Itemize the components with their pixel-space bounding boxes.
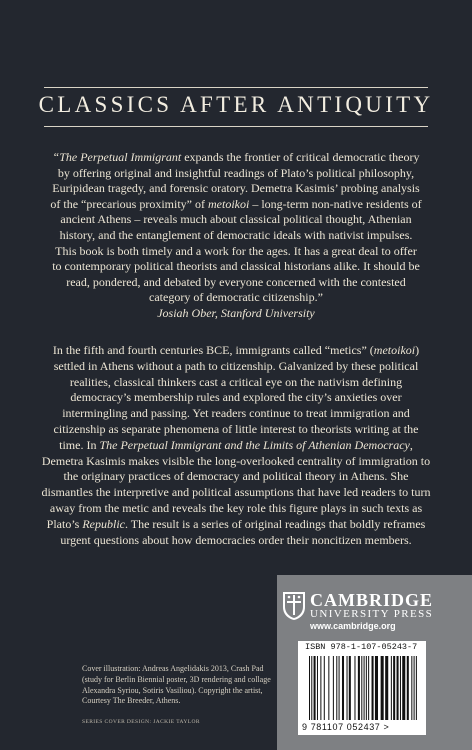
barcode-bar (414, 656, 415, 720)
isbn-label: ISBN 978-1-107-05243-7 (305, 642, 418, 652)
barcode-bar (339, 656, 340, 720)
series-rule-bottom (44, 126, 428, 127)
barcode-bar (366, 656, 367, 720)
book-description (40, 343, 432, 548)
quote-text-2: – long-term non-native residents of ancient Athens – reveals much about classical political thought, Athenian history, and the entanglement of democratic ideals with nativist impulses. This book is both timely and a work for the ages. It has a great deal to offer to contemporary political theorists and classical historians alike. It should be read, pondered, and debated by everyone concerned with the contested category of democratic citizenship.” (52, 196, 422, 305)
publisher-press: UNIVERSITY PRESS (310, 608, 434, 620)
barcode-bar (372, 656, 374, 720)
barcode-bar (317, 656, 318, 720)
quote-attribution: Josiah Ober, Stanford University (157, 305, 315, 320)
barcode-bar (364, 656, 365, 720)
publisher-url: www.cambridge.org (310, 621, 396, 631)
barcode-bar (311, 656, 312, 720)
barcode-bar (336, 656, 337, 720)
barcode-bar (385, 656, 388, 720)
barcode-bar (381, 656, 384, 720)
quote-text-1: expands the frontier of critical democratic theory by offering original and insightful readings of Plato’s political philosophy, Euripidean tragedy, and forensic oratory. Demetra Kasimis’ probing analysis of the “precarious proximity” of (50, 150, 420, 211)
barcode-bar (416, 656, 417, 720)
barcode-bar (349, 656, 351, 720)
barcode-bar (400, 656, 401, 720)
barcode-bar (324, 656, 325, 720)
description-republic: Republic (82, 516, 125, 531)
barcode-bar (354, 656, 355, 720)
barcode-icon (309, 656, 417, 720)
barcode-bar (361, 656, 362, 720)
series-title: CLASSICS AFTER ANTIQUITY (38, 92, 434, 117)
barcode-bar (391, 656, 392, 720)
barcode-bar (328, 656, 329, 720)
barcode-bar (397, 656, 399, 720)
quote-term: metoikoi (208, 196, 250, 211)
quote-book-title: “The Perpetual Immigrant (52, 150, 182, 164)
barcode-bar (411, 656, 412, 720)
barcode-bar (402, 656, 405, 720)
barcode-bar (375, 656, 378, 720)
barcode-bar (393, 656, 395, 720)
description-text-4: . The result is a series of original readings that boldly reframes urgent questions about how democracies order their noncitizen members. (60, 516, 426, 547)
barcode-bar (320, 656, 321, 720)
barcode-bar (342, 656, 344, 720)
description-text-2: ) settled in Athens without a path to citizenship. Galvanized by these political realities, classical thinkers cast a critical eye on the nativism defining democracy’s membership rules and explored the city’s anxieties over intermingling and passing. Yet readers continue to treat immigration and citizenship as separate phenomena of little interest to theorists writing at the time. In (53, 343, 420, 452)
cover-artwork-strip (0, 0, 472, 78)
cover-illustration-credit: Cover illustration: Andreas Angelidakis 2013, Crash Pad (study for Berlin Biennial poster, 3D rendering and collage Alexandra Syriou, Sotiris Vasiliou). Copyright the artist, Courtesy The Breeder, Athens. (82, 664, 271, 706)
description-text-1: In the fifth and fourth centuries BCE, immigrants called “metics” ( (52, 343, 374, 357)
description-text-3: , Demetra Kasimis makes visible the long-overlooked centrality of immigration to the originary practices of democracy and political theory in Athens. She dismantles the interpretive and political assumptions that have led readers to turn away from the metic and reveals the key role this figure plays in such texts as Plato’s (41, 437, 431, 531)
endorsement-quote (50, 150, 422, 322)
series-design-credit: SERIES COVER DESIGN: JACKIE TAYLOR (82, 719, 200, 725)
description-book-title: The Perpetual Immigrant and the Limits of Athenian Democracy (99, 437, 410, 452)
publisher-name: CAMBRIDGE (310, 590, 434, 610)
barcode-bar (358, 656, 360, 720)
cambridge-crest-icon (282, 591, 306, 621)
barcode-bar (347, 656, 348, 720)
barcode-digits: 9 781107 052437 > (302, 722, 390, 732)
series-rule-top (44, 87, 428, 88)
barcode-bar (368, 656, 369, 720)
description-term: metoikoi (373, 343, 416, 357)
barcode-bar (309, 656, 310, 720)
barcode-bar (333, 656, 334, 720)
barcode-bar (407, 656, 409, 720)
barcode-bar (314, 656, 316, 720)
